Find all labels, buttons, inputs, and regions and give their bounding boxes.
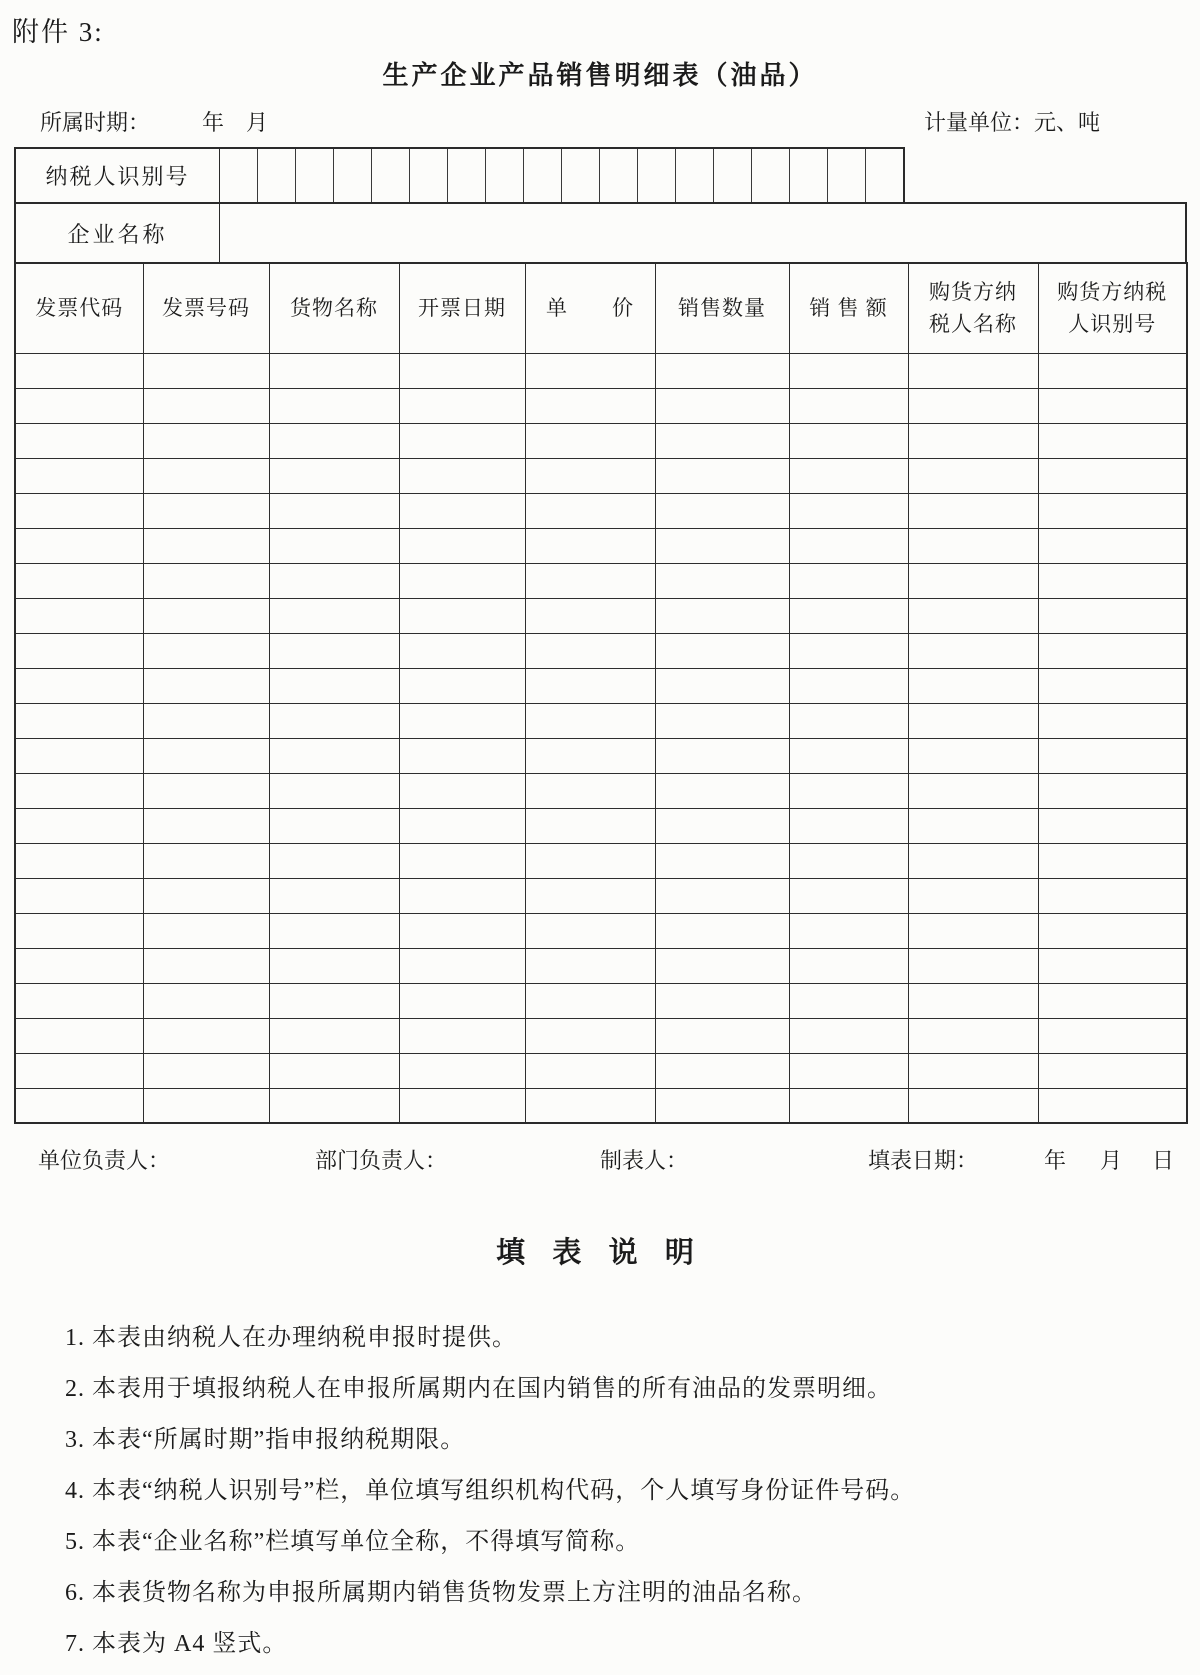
table-cell[interactable]: [789, 913, 908, 948]
table-cell[interactable]: [399, 983, 525, 1018]
dept-head-label: 部门负责人：: [315, 1148, 448, 1173]
column-header-4: 开票日期: [399, 263, 525, 353]
table-cell[interactable]: [143, 773, 269, 808]
table-cell[interactable]: [789, 948, 908, 983]
table-cell[interactable]: [143, 738, 269, 773]
table-cell[interactable]: [15, 563, 143, 598]
table-cell[interactable]: [15, 598, 143, 633]
table-cell[interactable]: [143, 528, 269, 563]
instruction-item: 1. 本表由纳税人在办理纳税申报时提供。: [65, 1325, 517, 1351]
table-cell[interactable]: [143, 563, 269, 598]
table-cell[interactable]: [1038, 913, 1187, 948]
taxpayer-id-box[interactable]: [524, 149, 562, 202]
taxpayer-id-box[interactable]: [676, 149, 714, 202]
table-cell[interactable]: [143, 633, 269, 668]
table-cell[interactable]: [1038, 528, 1187, 563]
table-row: [15, 913, 1187, 948]
table-cell[interactable]: [789, 353, 908, 388]
table-cell[interactable]: [908, 353, 1038, 388]
table-cell[interactable]: [15, 458, 143, 493]
table-cell[interactable]: [525, 633, 655, 668]
table-cell[interactable]: [908, 808, 1038, 843]
table-row: [15, 843, 1187, 878]
meta-row: [40, 106, 1100, 137]
table-cell[interactable]: [525, 843, 655, 878]
table-cell[interactable]: [143, 668, 269, 703]
taxpayer-id-box[interactable]: [372, 149, 410, 202]
table-cell[interactable]: [1038, 353, 1187, 388]
signature-row: [0, 1144, 1200, 1174]
table-cell[interactable]: [143, 703, 269, 738]
table-cell[interactable]: [269, 808, 399, 843]
table-row: [15, 563, 1187, 598]
table-row: [15, 738, 1187, 773]
table-cell[interactable]: [525, 703, 655, 738]
instruction-item: 2. 本表用于填报纳税人在申报所属期内在国内销售的所有油品的发票明细。: [65, 1376, 892, 1402]
table-cell[interactable]: [789, 633, 908, 668]
table-cell[interactable]: [399, 598, 525, 633]
table-cell[interactable]: [143, 1053, 269, 1088]
table-cell[interactable]: [1038, 633, 1187, 668]
table-cell[interactable]: [789, 563, 908, 598]
table-cell[interactable]: [789, 738, 908, 773]
table-cell[interactable]: [1038, 738, 1187, 773]
column-header-8: 购货方纳税人名称: [908, 263, 1038, 353]
table-cell[interactable]: [143, 843, 269, 878]
table-cell[interactable]: [525, 1088, 655, 1123]
table-cell[interactable]: [908, 913, 1038, 948]
instruction-item: 5. 本表“企业名称”栏填写单位全称，不得填写简称。: [65, 1529, 641, 1555]
table-row: [15, 1053, 1187, 1088]
table-cell[interactable]: [908, 528, 1038, 563]
table-cell[interactable]: [1038, 668, 1187, 703]
table-cell[interactable]: [1038, 808, 1187, 843]
table-cell[interactable]: [789, 1053, 908, 1088]
table-cell[interactable]: [399, 913, 525, 948]
fill-date-label: 填表日期：: [868, 1148, 979, 1173]
table-cell[interactable]: [15, 913, 143, 948]
table-row: [15, 808, 1187, 843]
table-cell[interactable]: [908, 493, 1038, 528]
table-cell[interactable]: [143, 878, 269, 913]
unit-label: 计量单位：元、吨: [923, 110, 1100, 135]
table-cell[interactable]: [908, 843, 1038, 878]
table-cell[interactable]: [399, 563, 525, 598]
table-cell[interactable]: [1038, 878, 1187, 913]
instructions-list: [0, 1323, 1200, 1659]
table-cell[interactable]: [269, 913, 399, 948]
table-cell[interactable]: [269, 878, 399, 913]
table-cell[interactable]: [789, 388, 908, 423]
table-cell[interactable]: [908, 878, 1038, 913]
table-cell[interactable]: [399, 423, 525, 458]
table-cell[interactable]: [525, 808, 655, 843]
table-cell[interactable]: [143, 913, 269, 948]
period-label: 所属时期：: [40, 110, 151, 135]
table-cell[interactable]: [655, 598, 789, 633]
table-cell[interactable]: [143, 598, 269, 633]
table-cell[interactable]: [655, 948, 789, 983]
taxpayer-id-row: [14, 147, 905, 204]
table-cell[interactable]: [908, 1018, 1038, 1053]
column-header-9: 购货方纳税人识别号: [1038, 263, 1187, 353]
table-row: [15, 878, 1187, 913]
period-month-label: 月: [246, 110, 269, 135]
table-cell[interactable]: [789, 808, 908, 843]
table-row: [15, 1088, 1187, 1123]
table-row: [15, 353, 1187, 388]
table-row: [15, 1018, 1187, 1053]
table-row: [15, 458, 1187, 493]
table-cell[interactable]: [269, 458, 399, 493]
taxpayer-id-box[interactable]: [790, 149, 828, 202]
table-cell[interactable]: [143, 948, 269, 983]
table-cell[interactable]: [655, 983, 789, 1018]
table-cell[interactable]: [399, 878, 525, 913]
table-cell[interactable]: [525, 353, 655, 388]
table-cell[interactable]: [1038, 423, 1187, 458]
form-title: 生产企业产品销售明细表（油品）: [382, 61, 818, 90]
table-cell[interactable]: [15, 1088, 143, 1123]
table-cell[interactable]: [789, 1018, 908, 1053]
table-cell[interactable]: [789, 528, 908, 563]
table-cell[interactable]: [399, 703, 525, 738]
table-cell[interactable]: [269, 598, 399, 633]
table-cell[interactable]: [269, 528, 399, 563]
table-cell[interactable]: [399, 738, 525, 773]
taxpayer-id-box[interactable]: [562, 149, 600, 202]
table-cell[interactable]: [1038, 563, 1187, 598]
table-cell[interactable]: [269, 773, 399, 808]
table-cell[interactable]: [789, 423, 908, 458]
table-cell[interactable]: [15, 423, 143, 458]
taxpayer-id-boxes: [220, 149, 903, 202]
table-cell[interactable]: [908, 703, 1038, 738]
instruction-item: 7. 本表为 A4 竖式。: [65, 1631, 288, 1657]
taxpayer-id-box[interactable]: [638, 149, 676, 202]
column-header-1: 发票代码: [15, 263, 143, 353]
sales-detail-table: [14, 147, 1187, 1124]
table-cell[interactable]: [399, 1088, 525, 1123]
table-cell[interactable]: [143, 458, 269, 493]
taxpayer-id-box[interactable]: [600, 149, 638, 202]
table-cell[interactable]: [15, 843, 143, 878]
table-cell[interactable]: [1038, 458, 1187, 493]
table-cell[interactable]: [525, 388, 655, 423]
table-cell[interactable]: [525, 738, 655, 773]
table-cell[interactable]: [15, 493, 143, 528]
table-cell[interactable]: [269, 983, 399, 1018]
column-header-5: 单 价: [525, 263, 655, 353]
table-cell[interactable]: [269, 1088, 399, 1123]
table-cell[interactable]: [525, 948, 655, 983]
table-cell[interactable]: [908, 1088, 1038, 1123]
table-cell[interactable]: [269, 703, 399, 738]
table-cell[interactable]: [269, 633, 399, 668]
table-cell[interactable]: [525, 668, 655, 703]
table-cell[interactable]: [15, 1018, 143, 1053]
table-row: [15, 493, 1187, 528]
company-name-input[interactable]: [220, 204, 1185, 262]
table-cell[interactable]: [655, 1088, 789, 1123]
column-header-7: 销 售 额: [789, 263, 908, 353]
table-cell[interactable]: [1038, 983, 1187, 1018]
taxpayer-id-box[interactable]: [296, 149, 334, 202]
table-cell[interactable]: [655, 423, 789, 458]
table-cell[interactable]: [1038, 703, 1187, 738]
table-row: [15, 598, 1187, 633]
table-cell[interactable]: [525, 563, 655, 598]
table-row: [15, 668, 1187, 703]
fill-date-month-label: 月: [1100, 1148, 1123, 1173]
table-cell[interactable]: [525, 773, 655, 808]
table-cell[interactable]: [1038, 493, 1187, 528]
period-year-label: 年: [202, 110, 225, 135]
table-cell[interactable]: [399, 633, 525, 668]
column-header-6: 销售数量: [655, 263, 789, 353]
table-cell[interactable]: [789, 843, 908, 878]
table-cell[interactable]: [789, 458, 908, 493]
table-cell[interactable]: [15, 353, 143, 388]
table-cell[interactable]: [143, 493, 269, 528]
table-cell[interactable]: [655, 913, 789, 948]
table-cell[interactable]: [15, 528, 143, 563]
table-cell[interactable]: [143, 388, 269, 423]
table-cell[interactable]: [525, 598, 655, 633]
table-cell[interactable]: [655, 843, 789, 878]
taxpayer-id-box[interactable]: [714, 149, 752, 202]
table-cell[interactable]: [789, 878, 908, 913]
table-row: [15, 528, 1187, 563]
table-cell[interactable]: [789, 703, 908, 738]
table-cell[interactable]: [399, 353, 525, 388]
table-cell[interactable]: [655, 353, 789, 388]
table-cell[interactable]: [269, 948, 399, 983]
table-row: [15, 388, 1187, 423]
table-cell[interactable]: [655, 388, 789, 423]
table-cell[interactable]: [1038, 843, 1187, 878]
table-cell[interactable]: [269, 493, 399, 528]
table-cell[interactable]: [908, 633, 1038, 668]
grid-header-row: [15, 263, 1187, 353]
table-cell[interactable]: [525, 423, 655, 458]
company-name-row: [14, 202, 1187, 264]
taxpayer-id-box[interactable]: [752, 149, 790, 202]
table-cell[interactable]: [789, 668, 908, 703]
preparer-label: 制表人：: [600, 1148, 689, 1173]
table-cell[interactable]: [655, 563, 789, 598]
table-cell[interactable]: [1038, 948, 1187, 983]
table-cell[interactable]: [525, 913, 655, 948]
table-cell[interactable]: [655, 703, 789, 738]
table-row: [15, 703, 1187, 738]
table-cell[interactable]: [269, 1018, 399, 1053]
table-cell[interactable]: [399, 1018, 525, 1053]
table-cell[interactable]: [399, 773, 525, 808]
period-field: [40, 106, 268, 137]
table-cell[interactable]: [525, 493, 655, 528]
attachment-label: 附件 3:: [12, 17, 104, 47]
table-cell[interactable]: [789, 773, 908, 808]
taxpayer-id-box[interactable]: [258, 149, 296, 202]
table-cell[interactable]: [269, 423, 399, 458]
table-cell[interactable]: [399, 493, 525, 528]
fill-date-day-label: 日: [1152, 1148, 1175, 1173]
table-cell[interactable]: [908, 598, 1038, 633]
table-cell[interactable]: [908, 738, 1038, 773]
table-cell[interactable]: [655, 458, 789, 493]
table-cell[interactable]: [655, 738, 789, 773]
table-cell[interactable]: [655, 668, 789, 703]
table-cell[interactable]: [399, 528, 525, 563]
taxpayer-id-box[interactable]: [334, 149, 372, 202]
taxpayer-id-box[interactable]: [220, 149, 258, 202]
table-cell[interactable]: [908, 1053, 1038, 1088]
taxpayer-id-label: 纳税人识别号: [16, 149, 220, 202]
table-cell[interactable]: [789, 1088, 908, 1123]
table-cell[interactable]: [789, 983, 908, 1018]
table-cell[interactable]: [269, 388, 399, 423]
company-name-label: 企业名称: [16, 204, 220, 262]
table-cell[interactable]: [15, 808, 143, 843]
table-cell[interactable]: [399, 808, 525, 843]
table-cell[interactable]: [908, 458, 1038, 493]
column-header-3: 货物名称: [269, 263, 399, 353]
unit-head-label: 单位负责人：: [38, 1148, 171, 1173]
table-cell[interactable]: [1038, 598, 1187, 633]
table-cell[interactable]: [269, 843, 399, 878]
taxpayer-id-box[interactable]: [486, 149, 524, 202]
table-cell[interactable]: [655, 493, 789, 528]
table-row: [15, 948, 1187, 983]
table-cell[interactable]: [15, 1053, 143, 1088]
table-cell[interactable]: [655, 808, 789, 843]
table-cell[interactable]: [15, 703, 143, 738]
table-cell[interactable]: [655, 878, 789, 913]
table-cell[interactable]: [908, 773, 1038, 808]
table-cell[interactable]: [15, 633, 143, 668]
table-cell[interactable]: [143, 423, 269, 458]
column-header-2: 发票号码: [143, 263, 269, 353]
table-cell[interactable]: [15, 668, 143, 703]
table-cell[interactable]: [655, 633, 789, 668]
table-cell[interactable]: [269, 353, 399, 388]
table-cell[interactable]: [1038, 1053, 1187, 1088]
table-cell[interactable]: [143, 353, 269, 388]
table-row: [15, 633, 1187, 668]
table-cell[interactable]: [399, 388, 525, 423]
table-cell[interactable]: [908, 983, 1038, 1018]
table-cell[interactable]: [399, 1053, 525, 1088]
table-cell[interactable]: [908, 563, 1038, 598]
table-cell[interactable]: [655, 1053, 789, 1088]
table-cell[interactable]: [15, 948, 143, 983]
table-cell[interactable]: [908, 388, 1038, 423]
table-cell[interactable]: [399, 668, 525, 703]
table-row: [15, 983, 1187, 1018]
table-cell[interactable]: [525, 1053, 655, 1088]
table-cell[interactable]: [269, 1053, 399, 1088]
instructions-heading: 填 表 说 明: [496, 1237, 704, 1269]
table-cell[interactable]: [655, 528, 789, 563]
table-cell[interactable]: [908, 668, 1038, 703]
table-cell[interactable]: [399, 458, 525, 493]
taxpayer-id-box[interactable]: [448, 149, 486, 202]
instruction-item: 6. 本表货物名称为申报所属期内销售货物发票上方注明的油品名称。: [65, 1580, 817, 1606]
invoice-detail-grid: [14, 262, 1188, 1124]
table-cell[interactable]: [1038, 1088, 1187, 1123]
table-cell[interactable]: [143, 983, 269, 1018]
taxpayer-id-box[interactable]: [410, 149, 448, 202]
table-cell[interactable]: [399, 948, 525, 983]
table-cell[interactable]: [269, 668, 399, 703]
table-cell[interactable]: [1038, 773, 1187, 808]
table-cell[interactable]: [269, 738, 399, 773]
table-cell[interactable]: [1038, 388, 1187, 423]
table-cell[interactable]: [525, 983, 655, 1018]
table-row: [15, 423, 1187, 458]
table-cell[interactable]: [789, 493, 908, 528]
instruction-item: 4. 本表“纳税人识别号”栏，单位填写组织机构代码，个人填写身份证件号码。: [65, 1478, 916, 1504]
table-cell[interactable]: [655, 773, 789, 808]
fill-date-year-label: 年: [1044, 1148, 1067, 1173]
table-cell[interactable]: [908, 423, 1038, 458]
taxpayer-id-box[interactable]: [828, 149, 866, 202]
table-cell[interactable]: [1038, 1018, 1187, 1053]
table-cell[interactable]: [15, 983, 143, 1018]
table-cell[interactable]: [908, 948, 1038, 983]
taxpayer-id-box[interactable]: [866, 149, 903, 202]
table-cell[interactable]: [15, 773, 143, 808]
table-row: [15, 773, 1187, 808]
table-cell[interactable]: [525, 458, 655, 493]
instruction-item: 3. 本表“所属时期”指申报纳税期限。: [65, 1427, 466, 1453]
table-cell[interactable]: [143, 1088, 269, 1123]
table-cell[interactable]: [15, 388, 143, 423]
table-cell[interactable]: [525, 878, 655, 913]
table-cell[interactable]: [143, 808, 269, 843]
table-cell[interactable]: [789, 598, 908, 633]
table-cell[interactable]: [525, 1018, 655, 1053]
table-cell[interactable]: [655, 1018, 789, 1053]
table-cell[interactable]: [15, 878, 143, 913]
table-cell[interactable]: [399, 843, 525, 878]
table-cell[interactable]: [269, 563, 399, 598]
table-cell[interactable]: [525, 528, 655, 563]
table-cell[interactable]: [143, 1018, 269, 1053]
table-cell[interactable]: [15, 738, 143, 773]
